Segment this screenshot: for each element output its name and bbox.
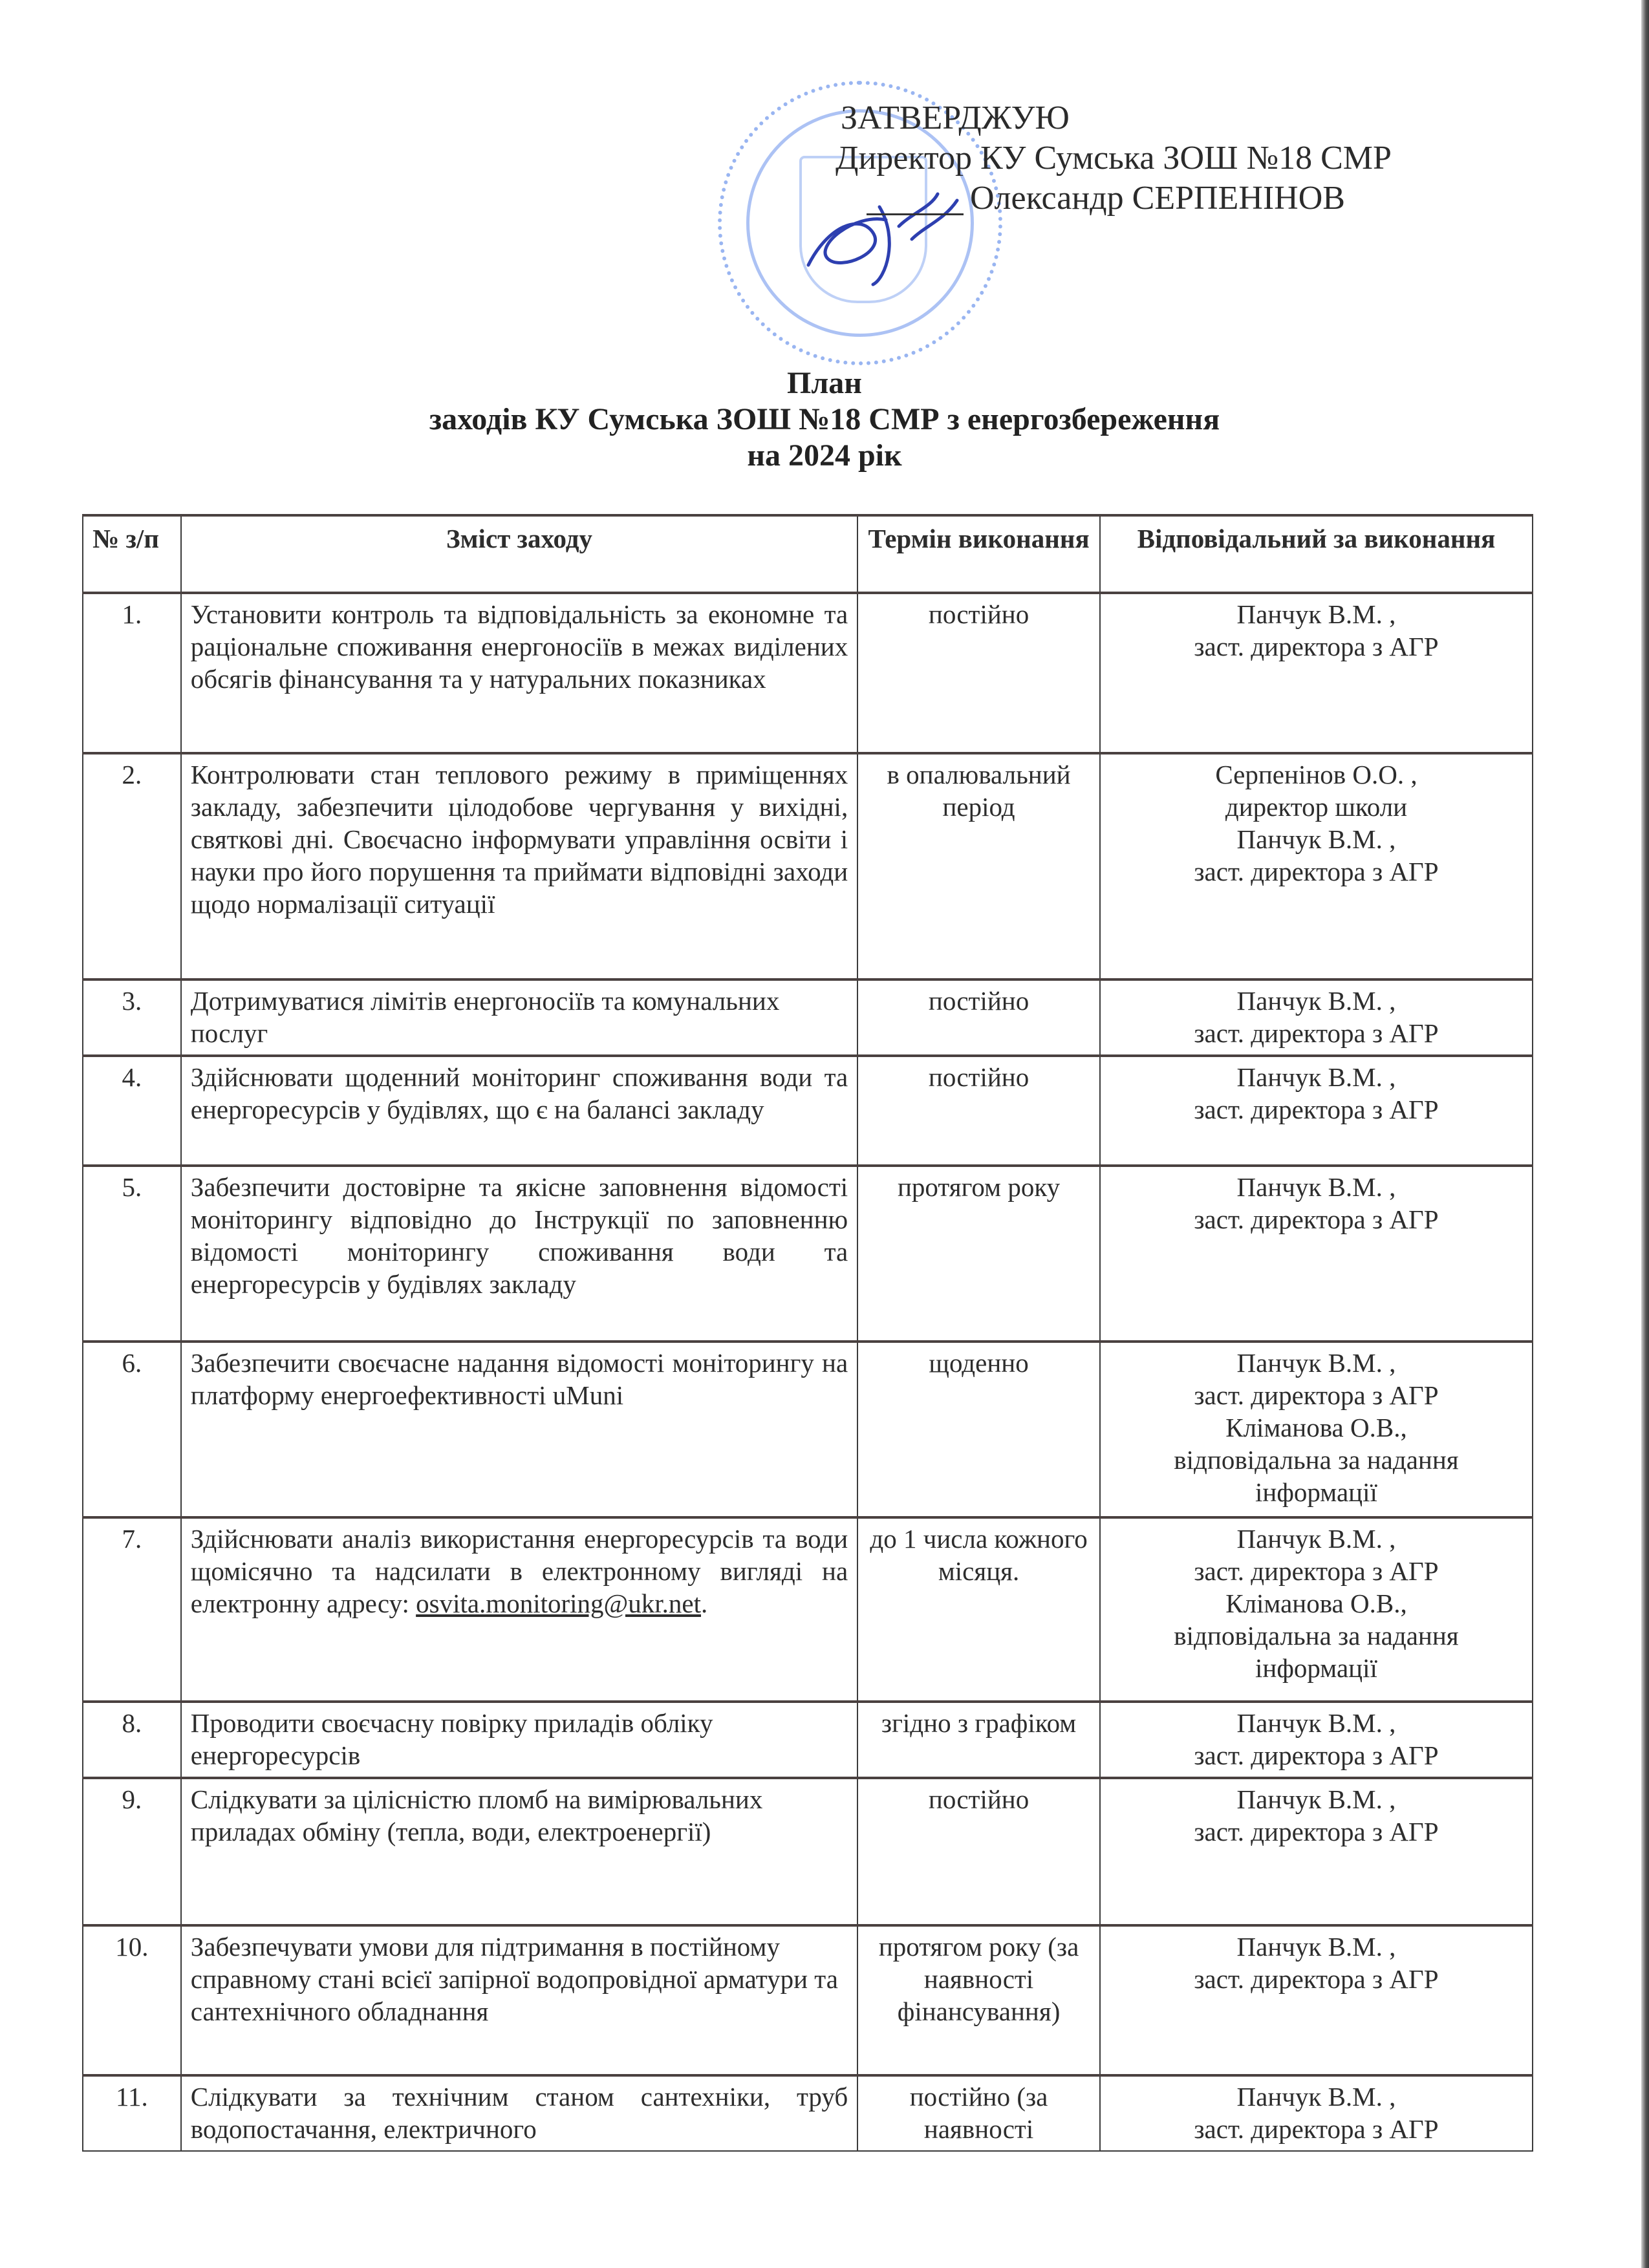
row-term: протягом року	[857, 1166, 1100, 1342]
row-num: 4.	[83, 1056, 181, 1166]
header-content: Зміст заходу	[181, 515, 857, 593]
table-header-row	[83, 515, 1533, 593]
row-num: 5.	[83, 1166, 181, 1342]
row-term: згідно з графіком	[857, 1702, 1100, 1778]
row-term: протягом року (за наявності фінансування)	[857, 1925, 1100, 2075]
row-responsible: Панчук В.М. , заст. директора з АГР	[1100, 1166, 1533, 1342]
row-content: Контролювати стан теплового режиму в приміщеннях закладу, забезпечити цілодобове чергування у вихідні, святкові дні. Своєчасно інформувати управління освіти і науки про його порушення та приймати відповідні заходи щодо нормалізації ситуації	[181, 753, 857, 979]
table-row	[83, 1517, 1533, 1702]
row-term: постійно (за наявності	[857, 2075, 1100, 2151]
row-responsible: Серпенінов О.О. , директор школи Панчук В.М. , заст. директора з АГР	[1100, 753, 1533, 979]
table-row	[83, 1778, 1533, 1925]
document-title	[0, 365, 1649, 474]
row-term: постійно	[857, 979, 1100, 1056]
approval-name: Олександр СЕРПЕНІНОВ	[970, 178, 1392, 219]
row-num: 3.	[83, 979, 181, 1056]
row-responsible: Панчук В.М. , заст. директора з АГР	[1100, 979, 1533, 1056]
row-term: до 1 числа кожного місяця.	[857, 1517, 1100, 1702]
row-num: 6.	[83, 1342, 181, 1517]
title-line-3: на 2024 рік	[747, 438, 902, 473]
row-content: Дотримуватися лімітів енергоносіїв та комунальних послуг	[181, 979, 857, 1056]
row-content: Установити контроль та відповідальність за економне та раціональне споживання енергоносіїв в межах виділених обсягів фінансування та у натуральних показниках	[181, 593, 857, 753]
title-line-2: заходів КУ Сумська ЗОШ №18 СМР з енергозбереження	[429, 402, 1220, 436]
row-term: постійно	[857, 1778, 1100, 1925]
row-term: в опалювальний період	[857, 753, 1100, 979]
row-content: Слідкувати за цілісністю пломб на вимірювальних приладах обміну (тепла, води, електроенергії)	[181, 1778, 857, 1925]
table-row	[83, 1342, 1533, 1517]
signature-line	[867, 213, 964, 215]
table-row	[83, 1702, 1533, 1778]
row-content: Здійснювати щоденний моніторинг споживання води та енергоресурсів у будівлях, що є на балансі закладу	[181, 1056, 857, 1166]
row-responsible: Панчук В.М. , заст. директора з АГР	[1100, 1702, 1533, 1778]
row-num: 7.	[83, 1517, 181, 1702]
row-responsible: Панчук В.М. , заст. директора з АГР	[1100, 1778, 1533, 1925]
table-body	[83, 593, 1533, 2151]
row-responsible: Панчук В.М. , заст. директора з АГР	[1100, 1056, 1533, 1166]
row-content: Проводити своєчасну повірку приладів обліку енергоресурсів	[181, 1702, 857, 1778]
row-num: 11.	[83, 2075, 181, 2151]
measures-table	[82, 514, 1533, 2152]
row-term: постійно	[857, 1056, 1100, 1166]
row-responsible: Панчук В.М. , заст. директора з АГР	[1100, 593, 1533, 753]
title-line-1: План	[787, 366, 862, 400]
table-row	[83, 593, 1533, 753]
table-row	[83, 2075, 1533, 2151]
row-content: Забезпечити достовірне та якісне заповнення відомості моніторингу відповідно до Інструкції по заповненню відомості моніторингу споживання води та енергоресурсів у будівлях закладу	[181, 1166, 857, 1342]
row-term: постійно	[857, 593, 1100, 753]
header-num: № з/п	[83, 515, 181, 593]
approval-heading: ЗАТВЕРДЖУЮ	[841, 100, 1070, 136]
approval-position: Директор КУ Сумська ЗОШ №18 СМР	[835, 140, 1392, 177]
row-responsible: Панчук В.М. , заст. директора з АГР Кліманова О.В., відповідальна за надання інформації	[1100, 1517, 1533, 1702]
row-responsible: Панчук В.М. , заст. директора з АГР Кліманова О.В., відповідальна за надання інформації	[1100, 1342, 1533, 1517]
header-responsible: Відповідальний за виконання	[1100, 515, 1533, 593]
row-num: 2.	[83, 753, 181, 979]
row-responsible: Панчук В.М. , заст. директора з АГР	[1100, 2075, 1533, 2151]
row-num: 10.	[83, 1925, 181, 2075]
row-num: 1.	[83, 593, 181, 753]
scan-edge	[1641, 0, 1649, 2268]
row-term: щоденно	[857, 1342, 1100, 1517]
approval-block	[835, 98, 1392, 219]
table-row	[83, 979, 1533, 1056]
row-content: Забезпечувати умови для підтримання в постійному справному стані всієї запірної водопровідної арматури та сантехнічного обладнання	[181, 1925, 857, 2075]
table-row	[83, 753, 1533, 979]
header-term: Термін виконання	[857, 515, 1100, 593]
table-row	[83, 1166, 1533, 1342]
email-link[interactable]: osvita.monitoring@ukr.net	[416, 1589, 702, 1618]
table-row	[83, 1925, 1533, 2075]
table-row	[83, 1056, 1533, 1166]
row-num: 9.	[83, 1778, 181, 1925]
row-responsible: Панчук В.М. , заст. директора з АГР	[1100, 1925, 1533, 2075]
row-content: Забезпечити своєчасне надання відомості моніторингу на платформу енергоефективності uMuni	[181, 1342, 857, 1517]
row-content: Слідкувати за технічним станом сантехніки, труб водопостачання, електричного	[181, 2075, 857, 2151]
row-content: Здійснювати аналіз використання енергоресурсів та води щомісячно та надсилати в електронному вигляді на електронну адресу: osvita.monitoring@ukr.net.	[181, 1517, 857, 1702]
row-num: 8.	[83, 1702, 181, 1778]
